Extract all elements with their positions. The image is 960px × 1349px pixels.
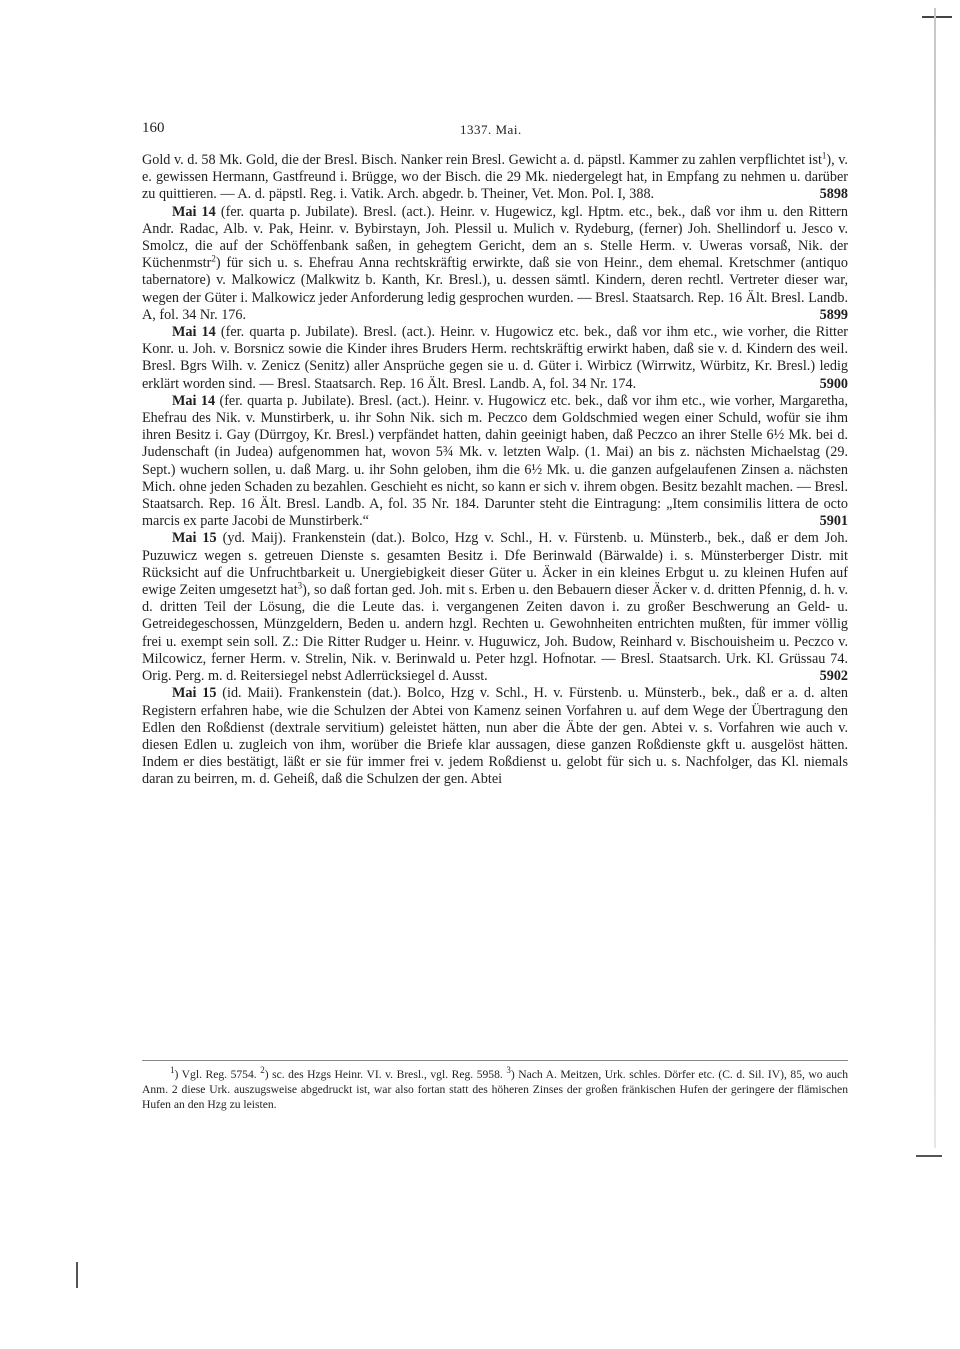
regest-entry (142, 393, 848, 531)
footnote-separator (142, 1060, 848, 1061)
scan-corner-mark (922, 0, 952, 18)
footnote-ref: 2 (211, 253, 216, 264)
running-head: 1337. Mai. (460, 122, 522, 137)
page-body (142, 152, 848, 789)
entry-text: (fer. quarta p. Jubilate). Bresl. (act.). Heinr. v. Hugowicz etc. bek., daß vor ihm etc., wie vorher, die Ritter Konr. u. Joh. v. Borsnicz sowie die Kinder ihres Bruders Herm. rechtskräftig erwirkt haben, daß sie v. d. Kindern des weil. Bresl. Bgrs Wilh. v. Zenicz (Senitz) aller Ansprüche gegen sie u. d. Güter i. Wirbicz (Wirrwitz, Würbitz, Kr. Bresl.) ledig erklärt worden sind. — Bresl. Staatsarch. Rep. 16 Ält. Bresl. Landb. A, fol. 34 Nr. 174. (142, 324, 849, 392)
footnote-text: ) sc. des Hzgs Heinr. VI. v. Bresl., vgl. Reg. 5958. (264, 1068, 507, 1081)
scan-edge-mark (916, 1155, 942, 1169)
regest-number: 5899 (819, 306, 848, 323)
footnote-ref: 1 (821, 150, 827, 161)
entry-continuation (142, 152, 848, 204)
paragraph-text: ), v. e. gewissen Hermann, Gastfreund i. Brügge, wo der Bisch. die 29 Mk. niedergelegt hat, in Empfang zu nehmen u. darüber zu quittieren. — A. d. päpstl. Reg. i. Vatik. Arch. abgedr. b. Theiner, Vet. Mon. Pol. I, 388. (142, 152, 848, 203)
paragraph-text: Gold v. d. 58 Mk. Gold, die der Bresl. Bisch. Nanker rein Bresl. Gewicht a. d. päpstl. Kammer zu zahlen verpflichtet ist (142, 152, 822, 168)
entry-text: (yd. Maij). Frankenstein (dat.). Bolco, Hzg v. Schl., H. v. Fürstenb. u. Münsterb., bek., daß er dem Joh. Puzuwicz wegen s. getreuen Dienste s. gesamten Besitz i. Dfe Berinwald (Bärwalde) i. s. Münsterberger Distr. mit Rücksicht auf die Unfruchtbarkeit u. Unergiebigkeit dieser Güter u. Äcker in ein kleines Erbgut u. zu kleinen Hufen auf ewige Zeiten umgesetzt hat (142, 530, 848, 599)
entry-text: (id. Maii). Frankenstein (dat.). Bolco, Hzg v. Schl., H. v. Fürstenb. u. Münsterb., bek., daß er a. d. alten Registern erfahren habe, wie die Schulzen der Abtei von Kamenz seinen Vorfahren u. auf dem Wege der Übertragung den Edlen den Roßdienst (dextrale servitium) geleistet hätten, nun aber die Äbte der gen. Abtei v. s. Vorfahren wie auch v. diesen Edlen u. zugleich von ihm, worüber die Briefe klar aussagen, diese ganzen Roßdienste gkft u. ausgelöst hätten. Indem er dies bestätigt, läßt er sie für immer frei v. jedem Roßdienst u. gelobt für sich u. s. Nachfolger, das Kl. niemals daran zu beirren, m. d. Geheiß, daß die Schulzen der gen. Abtei (142, 685, 848, 788)
footnote-ref: 3 (297, 580, 303, 591)
entry-date: Mai 15 (172, 530, 217, 547)
regest-entry (142, 685, 848, 788)
entry-text: (fer. quarta p. Jubilate). Bresl. (act.). Heinr. v. Hugewicz, kgl. Hptm. etc., bek., daß vor ihm u. den Rittern Andr. Radac, Alb. v. Pak, Heinr. v. Bybirstayn, Joh. Plessil u. Mulich v. Rydeburg, (ferner) Joh. Shellindorf u. Jesco v. Smolcz, die auf der Schöffenbank saßen, in gehegtem Gericht, dem an s. Stelle Herm. v. Uweras vorsaß, Nik. der Küchenmstr (142, 203, 848, 272)
entry-text: ) für sich u. s. Ehefrau Anna rechtskräftig erwirkte, daß sie von Heinr., dem ehemal. Kretschmer (antiquo tabernatore) v. Malkowicz (Malkwitz b. Kanth, Kr. Bresl.), u. dessen sämtl. Kindern, deren rechtl. Vertreter dieser war, wegen der Güter i. Malkowicz jeder Anforderung ledig gesprochen wurden. — Bresl. Staatsarch. Rep. 16 Ält. Bresl. Landb. A, fol. 34 Nr. 176. (142, 255, 848, 323)
scan-edge-line (934, 8, 936, 1148)
entry-text: (fer. quarta p. Jubilate). Bresl. (act.). Heinr. v. Hugowicz etc. bek., daß vor ihm etc., wie vorher, Margaretha, Ehefrau des Nik. v. Munstirberk, u. ihr Sohn Nik. sich m. Peczco dem Goldschmied wegen einer Schuld, wofür sie ihm ihren Besitz i. Gay (Dürrgoy, Kr. Bresl.) verpfändet hatten, dahin geeinigt haben, daß Peczco an ihrer Stelle 6½ Mk. bei d. Judenschaft (in Judea) aufgenommen hat, wovon 5¾ Mk. v. letzten Walp. (1. Mai) an bis z. nächsten Michaelstag (29. Sept.) wuchern sollen, u. daß Marg. u. ihr Sohn geloben, ihm die 6½ Mk. u. die ganzen aufgelaufenen Zinsen a. nächsten Mich. ohne jeden Schaden zu bezahlen. Geschieht es nicht, so kann er sich v. ihrem obgen. Besitz bezahlt machen. — Bresl. Staatsarch. Rep. 16 Ält. Bresl. Landb. A, fol. 35 Nr. 184. Darunter steht die Eintragung: „Item consimilis littera de octo marcis ex parte Jacobi de Munstirberk.“ (142, 392, 848, 530)
entry-date: Mai 15 (172, 685, 217, 702)
footnote-mark: 3 (506, 1065, 511, 1076)
regest-number: 5898 (819, 186, 848, 203)
footnote-block (142, 1067, 848, 1112)
regest-number: 5901 (819, 513, 848, 530)
regest-entry (142, 324, 848, 393)
entry-date: Mai 14 (172, 324, 216, 341)
entry-text: ), so daß fortan ged. Joh. mit s. Erben u. den Bebauern dieser Äcker v. d. dritten Pfennig, d. h. v. d. dritten Teil der Lösung, die die Leute das. i. vergangenen Zeiten davon i. zu großer Beschwerung an Geld- u. Getreidegeschossen, Münzgeldern, Beden u. andern hzgl. Rechten u. Gewohnheiten entrichten mußten, für immer völlig frei u. exempt sein soll. Z.: Die Ritter Rudger u. Heinr. v. Huguwicz, Joh. Budow, Reinhard v. Bischouisheim u. Peczco v. Milcowicz, ferner Herm. v. Strelin, Nik. v. Berinwald u. Peter hzgl. Hofnotar. — Bresl. Staatsarch. Urk. Kl. Grüssau 74. Orig. Perg. m. d. Reitersiegel nebst Adlerrücksiegel d. Ausst. (142, 582, 848, 685)
regest-entry (142, 204, 848, 324)
footnote-text: ) Vgl. Reg. 5754. (174, 1068, 261, 1081)
footnote-text: ) Nach A. Meitzen, Urk. schles. Dörfer etc. (C. d. Sil. IV), 85, wo auch Anm. 2 diese Urk. auszugsweise abgedruckt ist, war also fortan statt des höheren Zinses der großen fränkischen Hufen der geringere der flämischen Hufen an den Hzg zu leisten. (142, 1068, 849, 1111)
page-header (142, 120, 852, 140)
regest-number: 5900 (819, 375, 848, 392)
footnote-mark: 2 (260, 1065, 265, 1076)
footnote-mark: 1 (170, 1065, 175, 1076)
page-number: 160 (142, 120, 165, 136)
footnotes (142, 1060, 848, 1112)
scan-margin-mark (76, 1262, 78, 1288)
regest-number: 5902 (819, 668, 848, 685)
regest-entry (142, 530, 848, 685)
entry-date: Mai 14 (172, 203, 216, 220)
entry-date: Mai 14 (172, 392, 216, 409)
